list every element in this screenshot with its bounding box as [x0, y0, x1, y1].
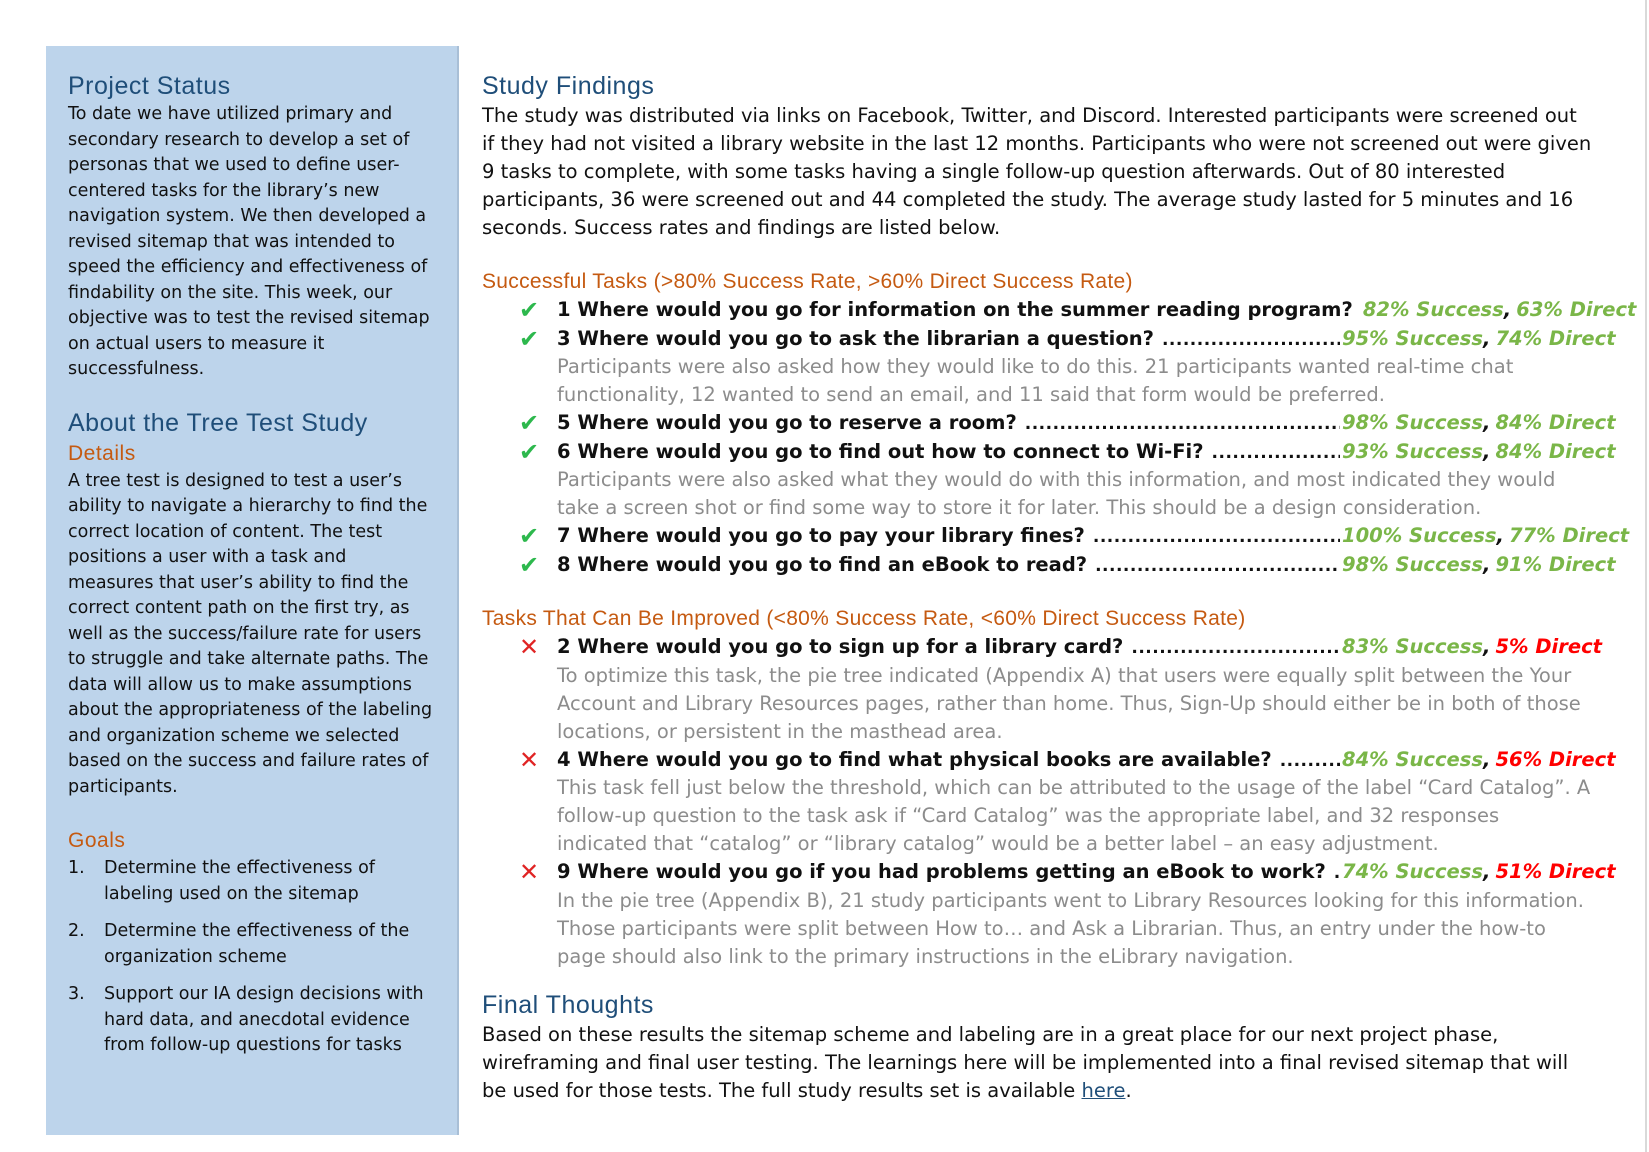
goal-text: Determine the effectiveness of labeling used on the sitemap	[104, 858, 375, 904]
success-rate: 83% Success	[1342, 635, 1483, 658]
task-question: 3 Where would you go to ask the librarian a question?	[557, 326, 1154, 350]
direct-rate: 51% Direct	[1495, 860, 1616, 883]
direct-rate: 74% Direct	[1495, 326, 1616, 350]
task-result	[1342, 746, 1616, 776]
check-icon: ✔	[518, 324, 540, 353]
details-heading: Details	[68, 441, 136, 465]
task-line	[557, 551, 1616, 580]
task-line	[557, 409, 1616, 438]
check-icon: ✔	[518, 437, 540, 466]
result-separator: ,	[1496, 524, 1504, 547]
check-icon: ✔	[518, 522, 540, 550]
details-text: A tree test is designed to test a user’s ability to navigate a hierarchy to find the correct location of content. The test positions a user with a task and measures that user’s ability to find the correct content path on the first try, as well as the success/failure rate for users to struggle and take alternate paths. The data will allow us to make assumptions about the appropriateness of the labeling and organization scheme we selected based on the success and failure rates of participants.	[68, 470, 433, 797]
task-line	[557, 325, 1616, 354]
x-icon: ✕	[518, 633, 540, 661]
goal-text: Determine the effectiveness of the organization scheme	[104, 921, 410, 967]
task-item	[482, 296, 1637, 325]
study-findings-text: The study was distributed via links on Facebook, Twitter, and Discord. Interested participants were screened out if they had not visited a library website in the last 12 months. Participants who were not screened out were given 9 tasks to complete, with some tasks having a single follow-up question afterwards. Out of 80 interested participants, 36 were screened out and 44 completed the study. The average study lasted for 5 minutes and 16 seconds. Success rates and findings are listed below.	[482, 104, 1592, 239]
task-note: Participants were also asked how they would like to do this. 21 participants wanted real-time chat functionality, 12 wanted to send an email, and 11 said that form would be preferred.	[557, 355, 1514, 406]
task-result	[1342, 522, 1630, 552]
task-question: 9 Where would you go if you had problems getting an eBook to work?	[557, 860, 1326, 883]
result-separator: ,	[1482, 326, 1491, 350]
task-question: 5 Where would you go to reserve a room?	[557, 411, 1017, 434]
task-note: This task fell just below the threshold, which can be attributed to the usage of the label “Card Catalog”. A follow-up question to the task ask if “Card Catalog” was the appropriate label, and 32 responses indicated that “catalog” or “library catalog” would be a better label – an easy adjustment.	[557, 776, 1591, 855]
check-icon: ✔	[518, 296, 540, 324]
goal-number: 2.	[68, 921, 85, 941]
goal-item	[68, 982, 435, 1059]
task-item	[482, 858, 1616, 971]
dot-leader	[1025, 410, 1340, 439]
direct-rate: 63% Direct	[1516, 298, 1637, 321]
task-result	[1342, 325, 1616, 355]
task-result	[1342, 438, 1616, 468]
task-result	[1342, 551, 1616, 581]
task-line	[557, 438, 1616, 467]
direct-rate: 84% Direct	[1495, 439, 1616, 463]
final-thoughts-tail: .	[1125, 1078, 1132, 1102]
x-icon: ✕	[518, 858, 540, 886]
direct-rate: 5% Direct	[1495, 635, 1602, 658]
final-thoughts-heading: Final Thoughts	[482, 990, 654, 1019]
final-thoughts-text	[482, 1021, 1592, 1105]
task-item	[482, 633, 1602, 746]
success-rate: 95% Success	[1342, 326, 1483, 350]
goals-list	[68, 856, 435, 1059]
page-edge-rule	[1645, 0, 1647, 1152]
task-item	[482, 550, 1616, 580]
goal-item	[68, 919, 435, 970]
success-rate: 98% Success	[1342, 411, 1483, 434]
task-item	[482, 437, 1616, 523]
study-results-link[interactable]: here	[1081, 1078, 1126, 1102]
success-rate: 98% Success	[1342, 552, 1483, 576]
task-note: In the pie tree (Appendix B), 21 study participants went to Library Resources looking for this information. Those participants were split between How to… and Ask a Librarian. Thus, an entry under the how-to page should also link to the primary instructions in the eLibrary navigation.	[557, 888, 1584, 968]
task-note: Participants were also asked what they would do with this information, and most indicated they would take a screen shot or find some way to store it for later. This should be a design consideration.	[557, 468, 1556, 519]
success-rate: 100% Success	[1342, 524, 1497, 547]
goal-number: 1.	[68, 858, 85, 878]
about-heading: About the Tree Test Study	[68, 408, 368, 437]
study-findings-heading: Study Findings	[482, 72, 655, 100]
task-question: 2 Where would you go to sign up for a library card?	[557, 635, 1124, 658]
goal-text: Support our IA design decisions with hard data, and anecdotal evidence from follow-up questions for tasks	[104, 984, 424, 1055]
task-result	[1342, 633, 1602, 663]
task-item	[482, 409, 1616, 438]
direct-rate: 91% Direct	[1495, 552, 1616, 576]
task-item	[482, 522, 1630, 551]
dot-leader	[1212, 439, 1340, 468]
task-line	[557, 296, 1637, 325]
success-rate: 93% Success	[1342, 439, 1483, 463]
x-icon: ✕	[518, 745, 540, 774]
project-status-text: To date we have utilized primary and secondary research to develop a set of personas that we used to define user-centered tasks for the library’s new navigation system. We then developed a revised sitemap that was intended to speed the efficiency and effectiveness of findability on the site. This week, our objective was to test the revised sitemap on actual users to measure it successfulness.	[68, 104, 430, 379]
goals-heading: Goals	[68, 829, 126, 852]
improve-task-list	[482, 633, 1616, 971]
task-item	[482, 324, 1616, 410]
task-result	[1342, 858, 1616, 888]
dot-leader	[1334, 859, 1340, 888]
check-icon: ✔	[518, 550, 540, 579]
task-result	[1362, 296, 1637, 326]
dot-leader	[1131, 634, 1340, 663]
direct-rate: 84% Direct	[1495, 411, 1616, 434]
goal-number: 3.	[68, 984, 85, 1004]
successful-task-list	[482, 296, 1637, 579]
result-separator: ,	[1482, 552, 1491, 576]
dot-leader	[1280, 747, 1340, 776]
task-note: To optimize this task, the pie tree indicated (Appendix A) that users were equally split between the Your Account and Library Resources pages, rather than home. Thus, Sign-Up should either be in both of those locations, or persistent in the masthead area.	[557, 663, 1581, 743]
task-line	[557, 522, 1630, 551]
task-line	[557, 633, 1602, 662]
task-line	[557, 858, 1616, 887]
main-content	[482, 70, 1637, 1105]
task-question: 1 Where would you go for information on the summer reading program?	[557, 298, 1353, 321]
task-line	[557, 746, 1616, 775]
result-separator: ,	[1482, 635, 1491, 658]
check-icon: ✔	[518, 409, 540, 437]
task-result	[1342, 409, 1616, 439]
dot-leader	[1095, 552, 1340, 581]
task-question: 4 Where would you go to find what physical books are available?	[557, 747, 1272, 771]
sidebar	[46, 46, 459, 1135]
result-separator: ,	[1482, 747, 1491, 771]
result-separator: ,	[1482, 860, 1491, 883]
successful-tasks-heading: Successful Tasks (>80% Success Rate, >60% Direct Success Rate)	[482, 270, 1133, 293]
final-thoughts-body: Based on these results the sitemap scheme and labeling are in a great place for our next project phase, wireframing and final user testing. The learnings here will be implemented into a final revised sitemap that will be used for those tests. The full study results set is available	[482, 1022, 1569, 1102]
task-question: 6 Where would you go to find out how to connect to Wi-Fi?	[557, 439, 1204, 463]
success-rate: 82% Success	[1362, 298, 1504, 321]
goal-item	[68, 856, 435, 907]
dot-leader	[1162, 326, 1340, 355]
project-status-heading: Project Status	[68, 72, 231, 100]
result-separator: ,	[1482, 439, 1491, 463]
direct-rate: 56% Direct	[1495, 747, 1616, 771]
dot-leader	[1093, 523, 1340, 552]
result-separator: ,	[1503, 298, 1512, 321]
improve-tasks-heading: Tasks That Can Be Improved (<80% Success Rate, <60% Direct Success Rate)	[482, 607, 1246, 630]
task-question: 8 Where would you go to find an eBook to read?	[557, 552, 1088, 576]
success-rate: 84% Success	[1342, 747, 1483, 771]
success-rate: 74% Success	[1342, 860, 1483, 883]
direct-rate: 77% Direct	[1509, 524, 1630, 547]
task-item	[482, 745, 1616, 859]
result-separator: ,	[1482, 411, 1491, 434]
task-question: 7 Where would you go to pay your library fines?	[557, 524, 1085, 547]
